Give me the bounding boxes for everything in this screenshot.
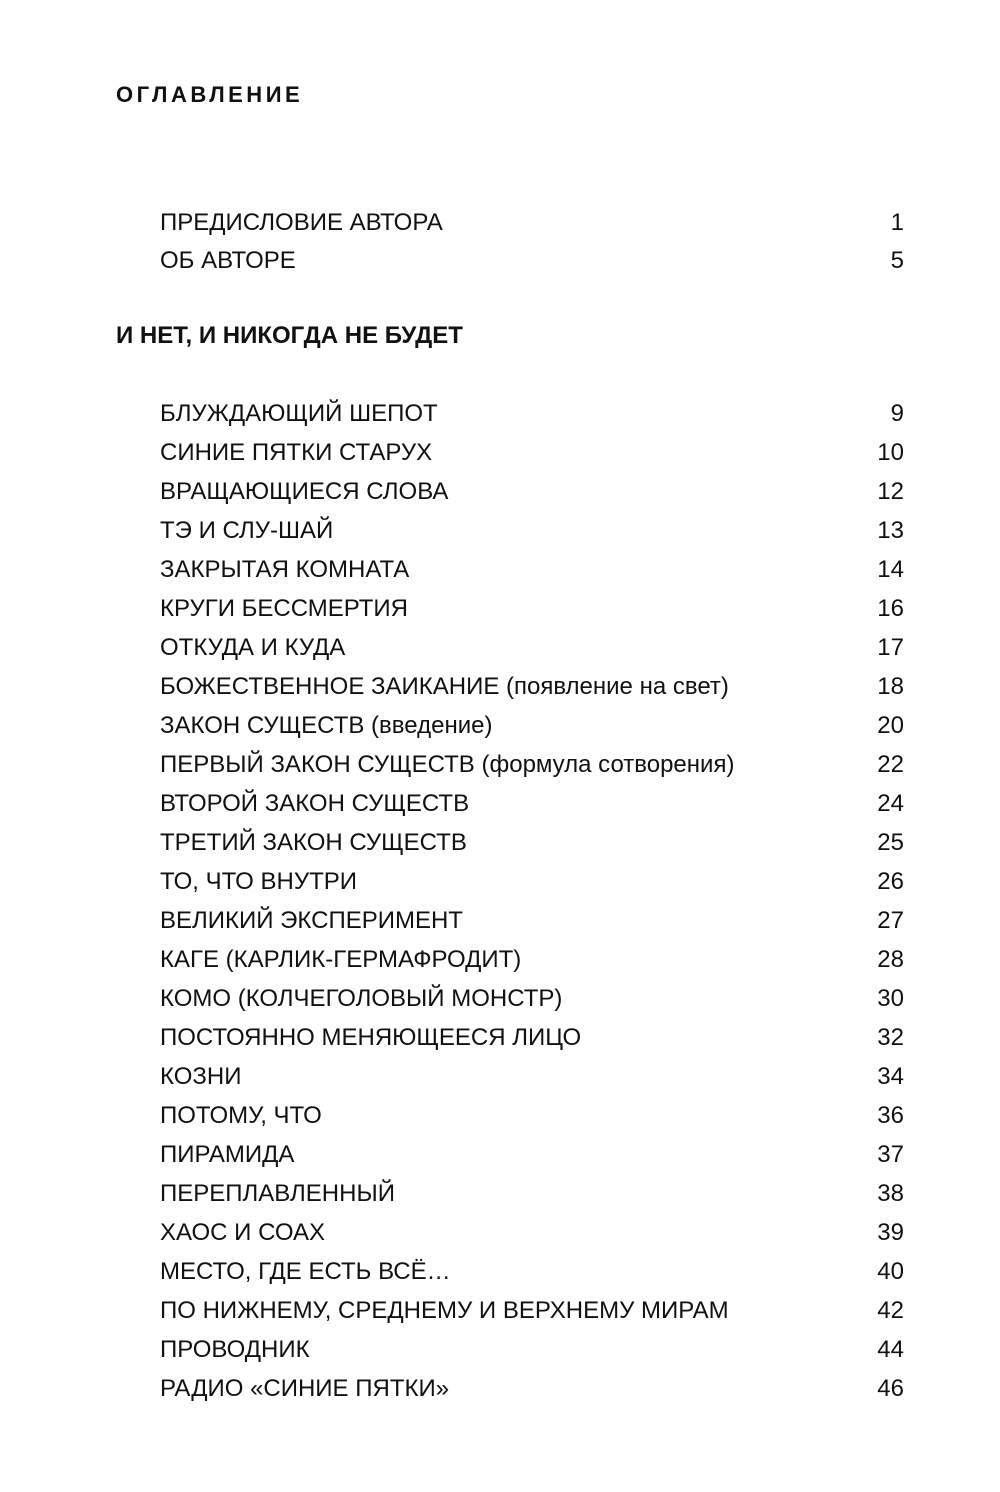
toc-entry-label: ОБ АВТОРЕ <box>160 247 296 274</box>
toc-entry-page: 10 <box>877 439 904 466</box>
toc-entry-label: КОЗНИ <box>160 1063 242 1090</box>
front-matter-list <box>160 204 904 280</box>
toc-entry-label: ПРОВОДНИК <box>160 1336 310 1363</box>
toc-entry[interactable] <box>160 1174 904 1213</box>
toc-entry-label: КОМО (КОЛЧЕГОЛОВЫЙ МОНСТР) <box>160 985 563 1012</box>
toc-entry[interactable] <box>160 979 904 1018</box>
toc-entry-page: 22 <box>877 751 904 778</box>
page-title: ОГЛАВЛЕНИЕ <box>116 82 304 107</box>
toc-entry[interactable] <box>160 1213 904 1252</box>
toc-entry-page: 18 <box>877 673 904 700</box>
toc-entry[interactable] <box>160 472 904 511</box>
toc-entry-label: БОЖЕСТВЕННОЕ ЗАИКАНИЕ (появление на свет) <box>160 673 729 700</box>
toc-entry-page: 16 <box>877 595 904 622</box>
toc-entry[interactable] <box>160 667 904 706</box>
toc-entry[interactable] <box>160 204 904 242</box>
toc-entry-page: 40 <box>877 1258 904 1285</box>
section-entries-list <box>160 394 904 1408</box>
toc-entry-page: 37 <box>877 1141 904 1168</box>
toc-entry[interactable] <box>160 1369 904 1408</box>
toc-entry[interactable] <box>160 1291 904 1330</box>
toc-entry-page: 27 <box>877 907 904 934</box>
toc-entry-label: ВЕЛИКИЙ ЭКСПЕРИМЕНТ <box>160 907 463 934</box>
toc-entry[interactable] <box>160 628 904 667</box>
toc-entry-page: 24 <box>877 790 904 817</box>
toc-entry[interactable] <box>160 706 904 745</box>
toc-entry-label: КРУГИ БЕССМЕРТИЯ <box>160 595 408 622</box>
toc-entry-label: ЗАКРЫТАЯ КОМНАТА <box>160 556 410 583</box>
toc-entry-page: 36 <box>877 1102 904 1129</box>
toc-entry-page: 39 <box>877 1219 904 1246</box>
toc-entry-label: ВТОРОЙ ЗАКОН СУЩЕСТВ <box>160 790 470 817</box>
toc-entry-label: СИНИЕ ПЯТКИ СТАРУХ <box>160 439 433 466</box>
toc-entry[interactable] <box>160 589 904 628</box>
toc-entry[interactable] <box>160 433 904 472</box>
toc-entry[interactable] <box>160 242 904 280</box>
toc-entry-label: ПЕРВЫЙ ЗАКОН СУЩЕСТВ (формула сотворения) <box>160 751 735 778</box>
toc-entry-label: ПЕРЕПЛАВЛЕННЫЙ <box>160 1180 395 1207</box>
toc-entry[interactable] <box>160 745 904 784</box>
toc-entry-label: ТРЕТИЙ ЗАКОН СУЩЕСТВ <box>160 829 467 856</box>
toc-entry-label: ПОТОМУ, ЧТО <box>160 1102 322 1129</box>
toc-entry-label: ПОСТОЯННО МЕНЯЮЩЕЕСЯ ЛИЦО <box>160 1024 582 1051</box>
toc-entry-page: 17 <box>877 634 904 661</box>
toc-entry[interactable] <box>160 1096 904 1135</box>
toc-entry[interactable] <box>160 1057 904 1096</box>
toc-entry-page: 13 <box>877 517 904 544</box>
toc-entry-label: МЕСТО, ГДЕ ЕСТЬ ВСЁ… <box>160 1258 451 1285</box>
toc-entry-page: 46 <box>877 1375 904 1402</box>
toc-entry[interactable] <box>160 901 904 940</box>
toc-entry-label: ХАОС И СОАХ <box>160 1219 326 1246</box>
toc-entry-page: 34 <box>877 1063 904 1090</box>
toc-entry-label: БЛУЖДАЮЩИЙ ШЕПОТ <box>160 400 438 427</box>
toc-entry-page: 5 <box>890 247 904 274</box>
toc-entry[interactable] <box>160 784 904 823</box>
toc-entry-page: 20 <box>877 712 904 739</box>
toc-entry-label: ТЭ И СЛУ-ШАЙ <box>160 517 334 544</box>
toc-entry-page: 12 <box>877 478 904 505</box>
toc-entry-label: ПО НИЖНЕМУ, СРЕДНЕМУ И ВЕРХНЕМУ МИРАМ <box>160 1297 729 1324</box>
toc-entry-label: ОТКУДА И КУДА <box>160 634 346 661</box>
toc-entry-label: ПРЕДИСЛОВИЕ АВТОРА <box>160 209 443 236</box>
toc-entry-label: ПИРАМИДА <box>160 1141 295 1168</box>
toc-entry[interactable] <box>160 940 904 979</box>
toc-entry-page: 9 <box>890 400 904 427</box>
toc-entry[interactable] <box>160 1330 904 1369</box>
toc-entry[interactable] <box>160 1135 904 1174</box>
toc-entry-page: 25 <box>877 829 904 856</box>
toc-entry[interactable] <box>160 862 904 901</box>
toc-entry[interactable] <box>160 1018 904 1057</box>
toc-entry-page: 38 <box>877 1180 904 1207</box>
toc-entry-label: ТО, ЧТО ВНУТРИ <box>160 868 358 895</box>
toc-entry[interactable] <box>160 550 904 589</box>
toc-entry-page: 14 <box>877 556 904 583</box>
toc-entry[interactable] <box>160 511 904 550</box>
toc-entry-page: 42 <box>877 1297 904 1324</box>
toc-entry-page: 30 <box>877 985 904 1012</box>
toc-entry-page: 44 <box>877 1336 904 1363</box>
toc-entry-page: 26 <box>877 868 904 895</box>
toc-entry-label: КАГЕ (КАРЛИК-ГЕРМАФРОДИТ) <box>160 946 522 973</box>
toc-entry-label: РАДИО «СИНИЕ ПЯТКИ» <box>160 1375 450 1402</box>
toc-entry-page: 28 <box>877 946 904 973</box>
toc-entry-page: 1 <box>890 209 904 236</box>
toc-entry-label: ВРАЩАЮЩИЕСЯ СЛОВА <box>160 478 449 505</box>
toc-entry[interactable] <box>160 823 904 862</box>
toc-entry[interactable] <box>160 1252 904 1291</box>
toc-entry[interactable] <box>160 394 904 433</box>
section-title: И НЕТ, И НИКОГДА НЕ БУДЕТ <box>116 322 463 349</box>
toc-entry-label: ЗАКОН СУЩЕСТВ (введение) <box>160 712 493 739</box>
toc-entry-page: 32 <box>877 1024 904 1051</box>
